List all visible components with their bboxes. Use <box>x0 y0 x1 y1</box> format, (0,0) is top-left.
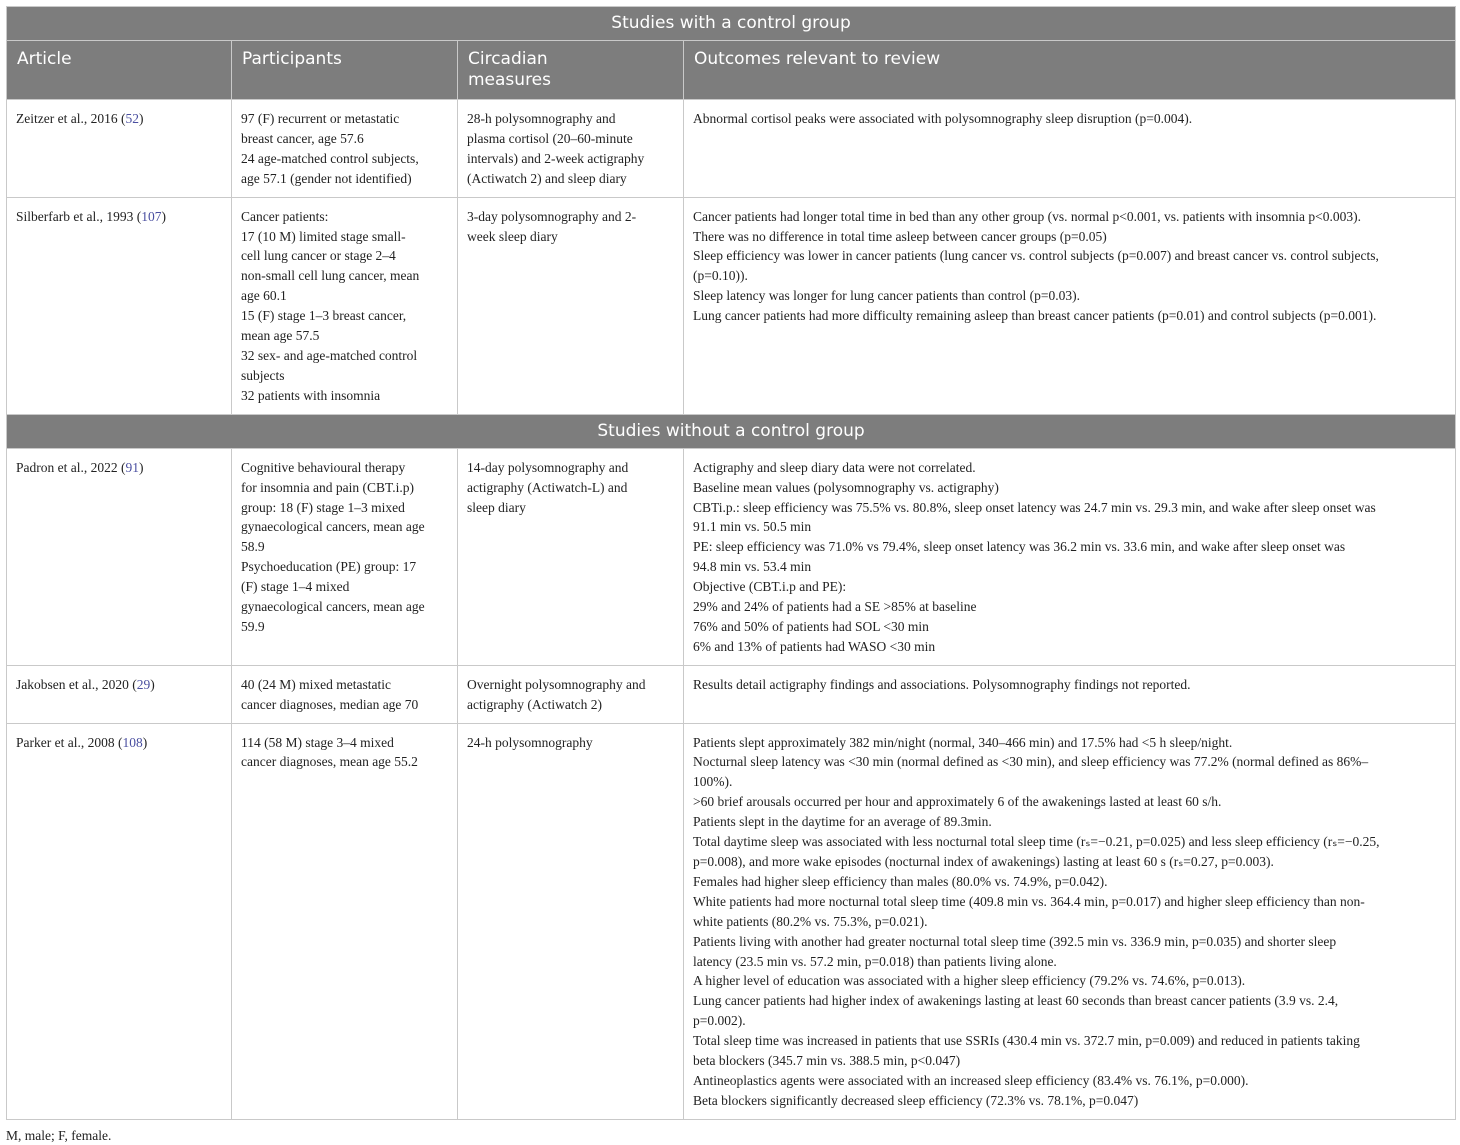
outcomes-line: 76% and 50% of patients had SOL <30 min <box>693 618 929 634</box>
circadian-measures-cell <box>458 197 684 414</box>
outcomes-line: p=0.002). <box>693 1013 746 1029</box>
reference-link[interactable]: 29 <box>136 676 151 692</box>
outcomes-line: white patients (80.2% vs. 75.3%, p=0.021). <box>693 913 928 929</box>
outcomes-line: Females had higher sleep efficiency than males (80.0% vs. 74.9%, p=0.042). <box>693 873 1108 889</box>
article-citation: Parker et al., 2008 ( <box>16 734 123 750</box>
article-cell <box>7 665 232 723</box>
article-cell <box>7 723 232 1119</box>
closing-paren: ) <box>150 676 155 692</box>
participants-line: breast cancer, age 57.6 <box>241 130 364 146</box>
participants-line: 24 age-matched control subjects, <box>241 150 419 166</box>
participants-line: for insomnia and pain (CBT.i.p) <box>241 479 414 495</box>
closing-paren: ) <box>138 111 144 126</box>
column-header-outcomes: Outcomes relevant to review <box>684 41 1456 100</box>
participants-line: age 57.1 (gender not identified) <box>241 170 412 186</box>
uncontrolled-rows <box>7 448 1456 1119</box>
outcomes-line: Total sleep time was increased in patients that use SSRIs (430.4 min vs. 372.7 min, p=0.009) and reduced in patients taking <box>693 1033 1360 1049</box>
participants-line: Psychoeducation (PE) group: 17 <box>241 559 417 575</box>
header-line: measures <box>468 70 551 90</box>
outcomes-line: Results detail actigraphy findings and associations. Polysomnography findings not reported. <box>693 676 1191 692</box>
reference-link[interactable]: 52 <box>125 111 139 126</box>
participants-line: mean age 57.5 <box>241 328 320 344</box>
participants-line: 15 (F) stage 1–3 breast cancer, <box>241 308 407 324</box>
outcomes-line: Total daytime sleep was associated with less nocturnal total sleep time (rₛ=−0.21, p=0.025) and less sleep efficiency (rₛ=−0.25, <box>693 834 1380 850</box>
participants-line: 32 patients with insomnia <box>241 387 381 403</box>
table-row <box>7 100 1456 198</box>
table-row <box>7 448 1456 665</box>
participants-cell <box>232 665 458 723</box>
outcomes-line: (p=0.10)). <box>693 268 748 284</box>
outcomes-line: PE: sleep efficiency was 71.0% vs 79.4%, sleep onset latency was 36.2 min vs. 33.6 min, and wake after sleep onset was <box>693 539 1346 555</box>
participants-line: cell lung cancer or stage 2–4 <box>241 248 396 264</box>
column-header-participants: Participants <box>232 41 458 100</box>
participants-line: 40 (24 M) mixed metastatic <box>241 676 391 692</box>
participants-line: Cognitive behavioural therapy <box>241 459 406 475</box>
participants-cell <box>232 448 458 665</box>
outcomes-line: 91.1 min vs. 50.5 min <box>693 519 812 535</box>
circadian-measures-cell <box>458 665 684 723</box>
outcomes-line: There was no difference in total time asleep between cancer groups (p=0.05) <box>693 228 1107 244</box>
review-table-container <box>6 6 1455 1145</box>
participants-line: subjects <box>241 367 285 383</box>
measures-line: 14-day polysomnography and <box>467 459 629 475</box>
participants-line: cancer diagnoses, median age 70 <box>241 696 419 712</box>
participants-line: (F) stage 1–4 mixed <box>241 579 350 595</box>
article-citation: Padron et al., 2022 ( <box>16 459 126 475</box>
measures-line: week sleep diary <box>467 228 558 244</box>
measures-line: actigraphy (Actiwatch 2) <box>467 696 602 712</box>
outcomes-line: Sleep efficiency was lower in cancer patients (lung cancer vs. control subjects (p=0.007) and breast cancer vs. control subjects, <box>693 248 1379 264</box>
section-header-controlled <box>7 7 1456 41</box>
outcomes-line: Abnormal cortisol peaks were associated with polysomnography sleep disruption (p=0.004). <box>693 111 1193 126</box>
reference-link[interactable]: 107 <box>141 208 162 224</box>
header-line: Circadian <box>468 49 548 69</box>
participants-line: age 60.1 <box>241 288 287 304</box>
studies-table <box>6 6 1456 1120</box>
outcomes-line: >60 brief arousals occurred per hour and approximately 6 of the awakenings lasted at least 60 s/h. <box>693 794 1222 810</box>
reference-link[interactable]: 91 <box>125 459 139 475</box>
participants-cell <box>232 100 458 198</box>
outcomes-line: CBTi.p.: sleep efficiency was 75.5% vs. 80.8%, sleep onset latency was 24.7 min vs. 29.3 min, and wake after sleep onset was <box>693 499 1376 515</box>
outcomes-line: A higher level of education was associated with a higher sleep efficiency (79.2% vs. 74.6%, p=0.013). <box>693 973 1246 989</box>
circadian-measures-cell <box>458 723 684 1119</box>
outcomes-cell <box>684 665 1456 723</box>
article-citation: Silberfarb et al., 1993 ( <box>16 208 142 224</box>
outcomes-cell <box>684 197 1456 414</box>
closing-paren: ) <box>138 459 144 475</box>
participants-line: non-small cell lung cancer, mean <box>241 268 420 284</box>
outcomes-line: Antineoplastics agents were associated with an increased sleep efficiency (83.4% vs. 76.1%, p=0.000). <box>693 1072 1249 1088</box>
reference-link[interactable]: 108 <box>122 734 143 750</box>
measures-line: actigraphy (Actiwatch-L) and <box>467 479 628 495</box>
measures-line: 28-h polysomnography and <box>467 111 616 126</box>
outcomes-line: Actigraphy and sleep diary data were not correlated. <box>693 459 976 475</box>
column-header-article: Article <box>7 41 232 100</box>
participants-line: cancer diagnoses, mean age 55.2 <box>241 754 418 770</box>
outcomes-line: Sleep latency was longer for lung cancer patients than control (p=0.03). <box>693 288 1080 304</box>
section-title: Studies without a control group <box>7 414 1456 448</box>
participants-line: 17 (10 M) limited stage small- <box>241 228 406 244</box>
participants-line: 32 sex- and age-matched control <box>241 347 418 363</box>
participants-line: group: 18 (F) stage 1–3 mixed <box>241 499 405 515</box>
table-row <box>7 723 1456 1119</box>
outcomes-line: Lung cancer patients had more difficulty remaining asleep than breast cancer patients (p=0.01) and control subjects (p=0.001). <box>693 308 1377 324</box>
measures-line: plasma cortisol (20–60-minute <box>467 130 633 146</box>
outcomes-line: Beta blockers significantly decreased sleep efficiency (72.3% vs. 78.1%, p=0.047) <box>693 1092 1139 1108</box>
outcomes-line: 100%). <box>693 774 733 790</box>
outcomes-line: Cancer patients had longer total time in bed than any other group (vs. normal p<0.001, vs. patients with insomnia p<0.003). <box>693 208 1361 224</box>
outcomes-line: Patients slept in the daytime for an average of 89.3min. <box>693 814 992 830</box>
article-cell <box>7 448 232 665</box>
table-footnote: M, male; F, female. <box>6 1127 112 1143</box>
article-citation: Zeitzer et al., 2016 ( <box>16 111 126 126</box>
article-cell <box>7 197 232 414</box>
section-title: Studies with a control group <box>7 7 1456 41</box>
measures-line: 3-day polysomnography and 2- <box>467 208 637 224</box>
circadian-measures-cell <box>458 100 684 198</box>
outcomes-cell <box>684 723 1456 1119</box>
participants-line: 59.9 <box>241 618 265 634</box>
participants-cell <box>232 723 458 1119</box>
article-cell <box>7 100 232 198</box>
participants-cell <box>232 197 458 414</box>
outcomes-line: Patients living with another had greater nocturnal total sleep time (392.5 min vs. 336.9 min, p=0.035) and shorter sleep <box>693 933 1337 949</box>
closing-paren: ) <box>142 734 148 750</box>
section-header-uncontrolled <box>7 414 1456 448</box>
closing-paren: ) <box>161 208 166 224</box>
measures-line: 24-h polysomnography <box>467 734 593 750</box>
circadian-measures-cell <box>458 448 684 665</box>
outcomes-line: Lung cancer patients had higher index of awakenings lasting at least 60 seconds than breast cancer patients (3.9 vs. 2.4, <box>693 993 1339 1009</box>
column-header-row <box>7 41 1456 100</box>
measures-line: sleep diary <box>467 499 526 515</box>
outcomes-line: White patients had more nocturnal total sleep time (409.8 min vs. 364.4 min, p=0.017) and higher sleep efficiency than non- <box>693 893 1365 909</box>
measures-line: intervals) and 2-week actigraphy <box>467 150 645 166</box>
table-row <box>7 197 1456 414</box>
outcomes-line: Nocturnal sleep latency was <30 min (normal defined as <30 min), and sleep efficiency was 77.2% (normal defined as 86%– <box>693 754 1369 770</box>
outcomes-line: p=0.008), and more wake episodes (nocturnal index of awakenings) lasting at least 60 s (rₛ=0.27, p=0.003). <box>693 854 1274 869</box>
measures-line: (Actiwatch 2) and sleep diary <box>467 170 627 186</box>
outcomes-cell <box>684 448 1456 665</box>
outcomes-line: 94.8 min vs. 53.4 min <box>693 559 812 575</box>
column-header-circadian-measures <box>458 41 684 100</box>
controlled-rows <box>7 100 1456 415</box>
outcomes-cell <box>684 100 1456 198</box>
table-row <box>7 665 1456 723</box>
participants-line: 58.9 <box>241 539 265 555</box>
outcomes-line: 6% and 13% of patients had WASO <30 min <box>693 638 936 654</box>
article-citation: Jakobsen et al., 2020 ( <box>16 676 137 692</box>
outcomes-line: Baseline mean values (polysomnography vs. actigraphy) <box>693 479 999 495</box>
participants-line: Cancer patients: <box>241 208 329 224</box>
measures-line: Overnight polysomnography and <box>467 676 646 692</box>
outcomes-line: Objective (CBT.i.p and PE): <box>693 579 847 595</box>
participants-line: gynaecological cancers, mean age <box>241 519 425 535</box>
participants-line: gynaecological cancers, mean age <box>241 599 425 615</box>
outcomes-line: Patients slept approximately 382 min/night (normal, 340–466 min) and 17.5% had <5 h sleep/night. <box>693 734 1233 750</box>
participants-line: 114 (58 M) stage 3–4 mixed <box>241 734 394 750</box>
participants-line: 97 (F) recurrent or metastatic <box>241 111 400 126</box>
outcomes-line: latency (23.5 min vs. 57.2 min, p=0.018) than patients living alone. <box>693 953 1057 969</box>
outcomes-line: 29% and 24% of patients had a SE >85% at baseline <box>693 599 977 615</box>
outcomes-line: beta blockers (345.7 min vs. 388.5 min, p<0.047) <box>693 1053 961 1069</box>
